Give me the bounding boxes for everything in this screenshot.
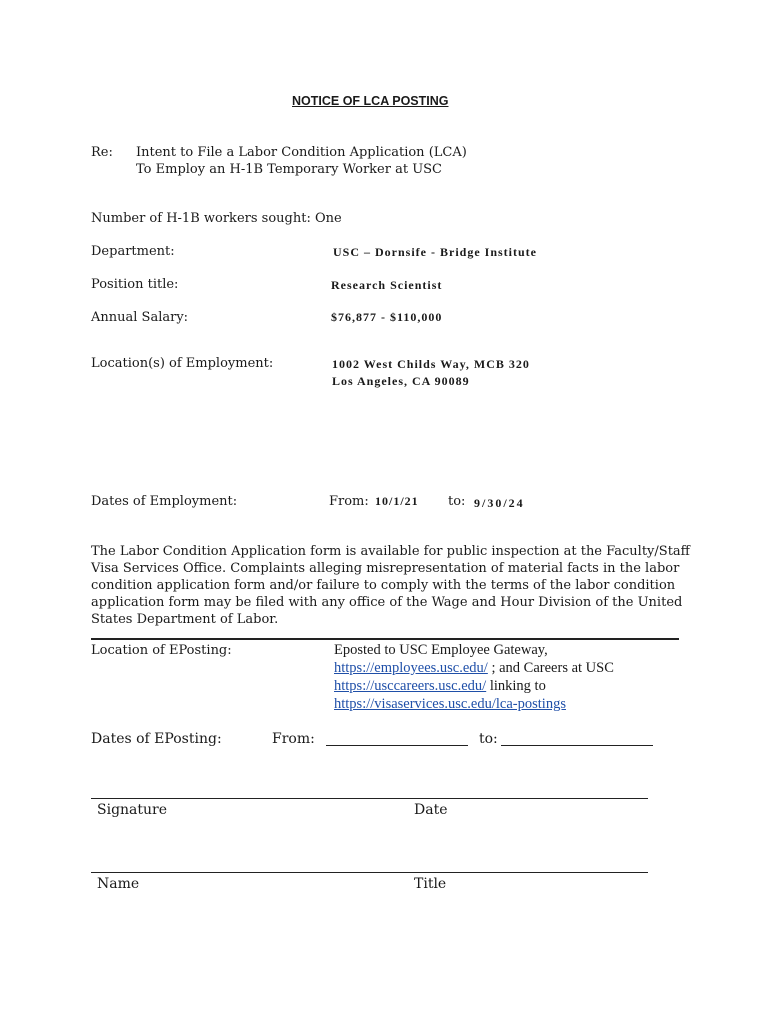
dates-eposting-from-blank[interactable]	[326, 745, 468, 746]
position-label: Position title:	[91, 277, 179, 292]
location-label: Location(s) of Employment:	[91, 356, 274, 371]
dates-eposting-to-blank[interactable]	[501, 745, 653, 746]
department-value: USC – Dornsife - Bridge Institute	[333, 245, 537, 259]
signature-line[interactable]	[91, 798, 648, 799]
section-divider	[91, 638, 679, 640]
page-title: NOTICE OF LCA POSTING	[292, 94, 449, 108]
dates-employment-to-value: 9/30/24	[474, 496, 525, 510]
re-label: Re:	[91, 145, 113, 160]
dates-eposting-to-label: to:	[479, 731, 498, 747]
dates-employment-from-value: 10/1/21	[375, 494, 419, 508]
name-line[interactable]	[91, 872, 648, 873]
visaservices-link[interactable]: https://visaservices.usc.edu/lca-postings	[334, 696, 566, 712]
date-label: Date	[414, 802, 448, 818]
eposting-line-1: Eposted to USC Employee Gateway,	[334, 642, 548, 658]
dates-eposting-from-label: From:	[272, 731, 315, 747]
name-label: Name	[97, 876, 140, 892]
workers-sought: Number of H-1B workers sought: One	[91, 211, 342, 226]
eposting-line-2-suffix: ; and Careers at USC	[487, 660, 614, 676]
location-line-2: Los Angeles, CA 90089	[332, 374, 470, 388]
title-label: Title	[414, 876, 447, 892]
usccareers-link[interactable]: https://usccareers.usc.edu/	[334, 678, 487, 694]
complaint-paragraph: The Labor Condition Application form is available for public inspection at the Faculty/Staff Visa Services Office. Complaints alleging misrepresentation of material facts in the labor condition application form and/or failure to comply with the terms of the labor condition application form may be filed with any office of the Wage and Hour Division of the United States Department of Labor.	[91, 544, 690, 627]
dates-employment-label: Dates of Employment:	[91, 494, 238, 509]
re-line-2: To Employ an H-1B Temporary Worker at USC	[136, 162, 443, 177]
dates-employment-to-label: to:	[448, 494, 466, 509]
re-line-1: Intent to File a Labor Condition Application (LCA)	[136, 145, 467, 160]
signature-label: Signature	[97, 802, 168, 818]
eposting-line-3	[334, 678, 546, 695]
eposting-label: Location of EPosting:	[91, 643, 232, 658]
department-label: Department:	[91, 244, 175, 259]
dates-employment-from-label: From:	[329, 494, 369, 509]
dates-eposting-label: Dates of EPosting:	[91, 731, 222, 747]
location-line-1: 1002 West Childs Way, MCB 320	[332, 357, 530, 371]
eposting-line-2	[334, 660, 614, 677]
employees-link[interactable]: https://employees.usc.edu/	[334, 660, 488, 676]
salary-value: $76,877 - $110,000	[331, 310, 443, 324]
salary-label: Annual Salary:	[91, 310, 189, 325]
position-value: Research Scientist	[331, 278, 443, 292]
eposting-line-3-suffix: linking to	[486, 678, 546, 694]
eposting-line-4	[334, 696, 566, 713]
